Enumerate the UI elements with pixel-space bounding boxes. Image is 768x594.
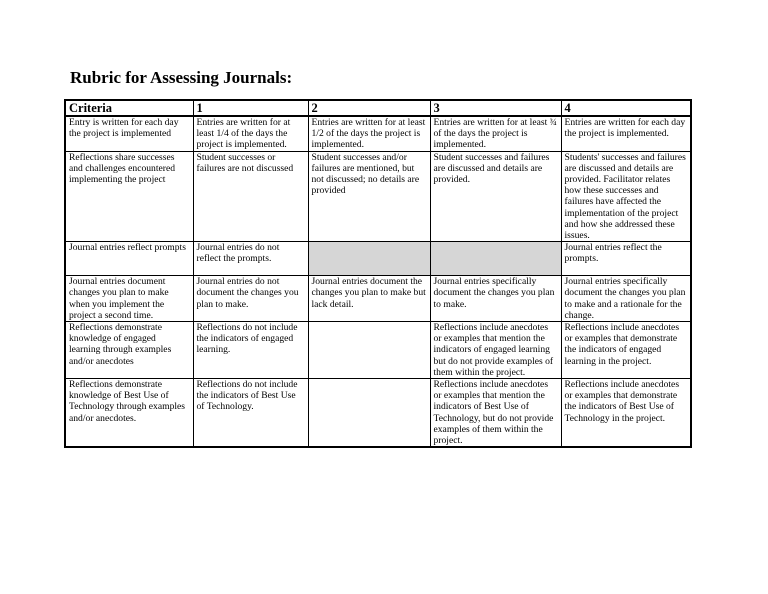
level-2-cell bbox=[308, 379, 430, 448]
level-3-cell: Journal entries specifically document the changes you plan to make. bbox=[430, 276, 561, 322]
criteria-cell: Reflections share successes and challenges encountered implementing the project bbox=[65, 151, 193, 242]
level-4-cell: Entries are written for each day the project is implemented. bbox=[561, 116, 691, 151]
criteria-cell: Journal entries reflect prompts bbox=[65, 242, 193, 276]
level-1-cell: Entries are written for at least 1/4 of the days the project is implemented. bbox=[193, 116, 308, 151]
header-row bbox=[65, 100, 691, 116]
level-2-cell bbox=[308, 322, 430, 379]
header-level-2: 2 bbox=[308, 100, 430, 116]
level-1-cell: Student successes or failures are not discussed bbox=[193, 151, 308, 242]
level-2-cell: Entries are written for at least 1/2 of the days the project is implemented. bbox=[308, 116, 430, 151]
table-row bbox=[65, 379, 691, 448]
rubric-table bbox=[64, 99, 692, 448]
level-1-cell: Journal entries do not reflect the prompts. bbox=[193, 242, 308, 276]
level-1-cell: Journal entries do not document the changes you plan to make. bbox=[193, 276, 308, 322]
table-row bbox=[65, 151, 691, 242]
table-row bbox=[65, 322, 691, 379]
level-4-cell: Students' successes and failures are discussed and details are provided. Facilitator relates how these successes and failures have affected the implementation of the project and how she addressed these issues. bbox=[561, 151, 691, 242]
page-title: Rubric for Assessing Journals: bbox=[70, 68, 293, 87]
level-2-cell: Journal entries document the changes you plan to make but lack detail. bbox=[308, 276, 430, 322]
level-1-cell: Reflections do not include the indicators of engaged learning. bbox=[193, 322, 308, 379]
level-1-cell: Reflections do not include the indicators of Best Use of Technology. bbox=[193, 379, 308, 448]
criteria-cell: Journal entries document changes you plan to make when you implement the project a second time. bbox=[65, 276, 193, 322]
shaded-empty-cell bbox=[430, 242, 561, 276]
table-row bbox=[65, 276, 691, 322]
criteria-cell: Entry is written for each day the project is implemented bbox=[65, 116, 193, 151]
level-3-cell: Student successes and failures are discussed and details are provided. bbox=[430, 151, 561, 242]
criteria-cell: Reflections demonstrate knowledge of engaged learning through examples and/or anecdotes bbox=[65, 322, 193, 379]
level-2-cell: Student successes and/or failures are mentioned, but not discussed; no details are provided bbox=[308, 151, 430, 242]
shaded-empty-cell bbox=[308, 242, 430, 276]
level-3-cell: Reflections include anecdotes or examples that mention the indicators of Best Use of Technology, but do not provide examples of them within the project. bbox=[430, 379, 561, 448]
header-level-4: 4 bbox=[561, 100, 691, 116]
level-3-cell: Reflections include anecdotes or examples that mention the indicators of engaged learning but do not provide examples of them within the project. bbox=[430, 322, 561, 379]
header-criteria: Criteria bbox=[65, 100, 193, 116]
criteria-cell: Reflections demonstrate knowledge of Best Use of Technology through examples and/or anecdotes. bbox=[65, 379, 193, 448]
level-3-cell: Entries are written for at least ¾ of the days the project is implemented. bbox=[430, 116, 561, 151]
level-4-cell: Reflections include anecdotes or examples that demonstrate the indicators of engaged learning in the project. bbox=[561, 322, 691, 379]
level-4-cell: Journal entries specifically document the changes you plan to make and a rationale for the change. bbox=[561, 276, 691, 322]
header-level-3: 3 bbox=[430, 100, 561, 116]
level-4-cell: Reflections include anecdotes or examples that demonstrate the indicators of Best Use of Technology in the project. bbox=[561, 379, 691, 448]
level-4-cell: Journal entries reflect the prompts. bbox=[561, 242, 691, 276]
header-level-1: 1 bbox=[193, 100, 308, 116]
table-row bbox=[65, 116, 691, 151]
table-row bbox=[65, 242, 691, 276]
